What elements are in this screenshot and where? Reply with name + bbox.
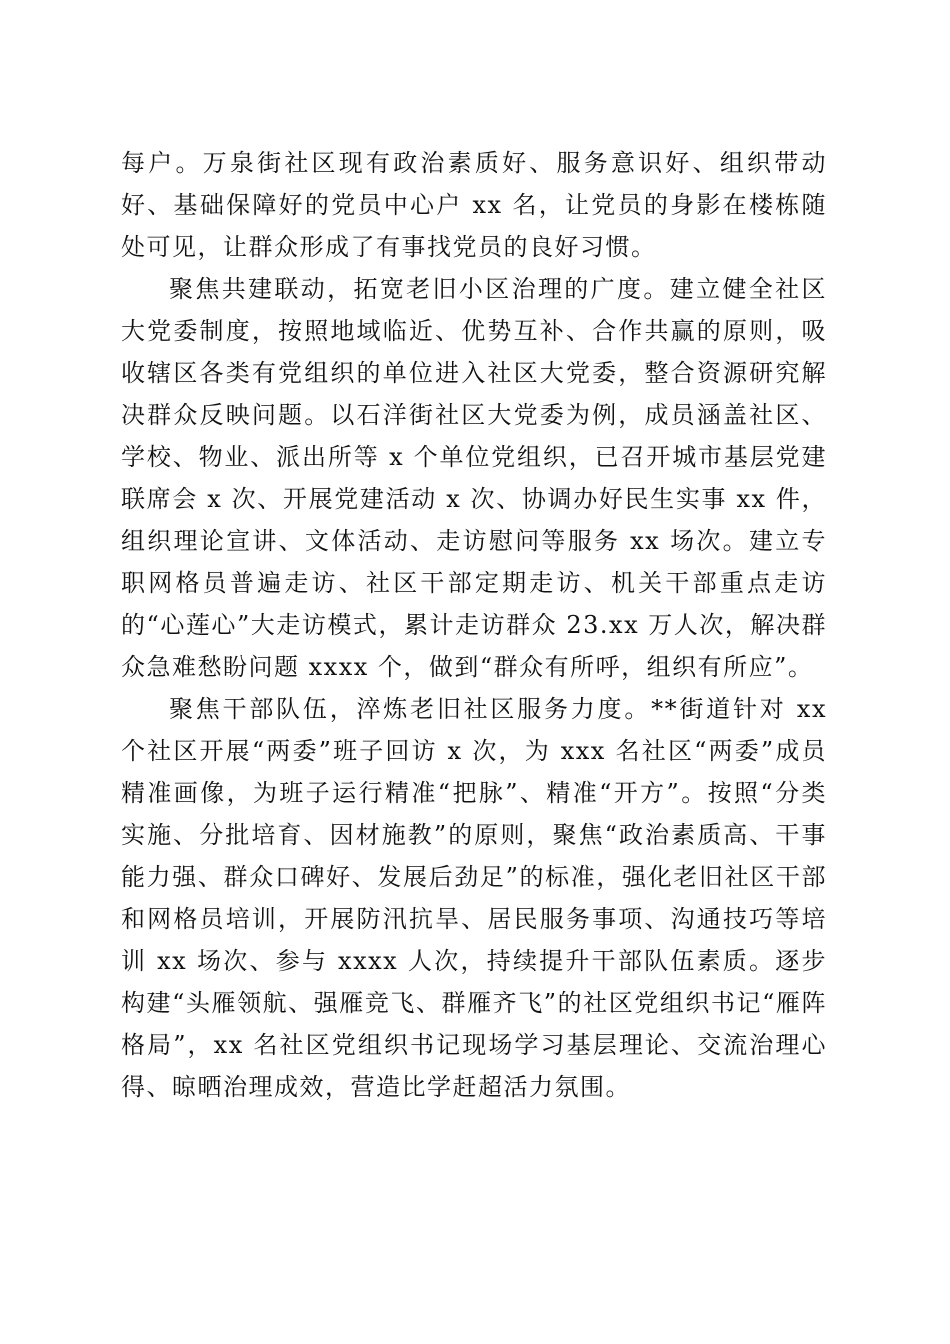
paragraph-1: 每户。万泉街社区现有政治素质好、服务意识好、组织带动好、基础保障好的党员中心户 xx 名，让党员的身影在楼栋随处可见，让群众形成了有事找党员的良好习惯。 bbox=[121, 149, 827, 261]
paragraph-2: 聚焦共建联动，拓宽老旧小区治理的广度。建立健全社区大党委制度，按照地域临近、优势互补、合作共赢的原则，吸收辖区各类有党组织的单位进入社区大党委，整合资源研究解决群众反映问题。以石洋街社区大党委为例，成员涵盖社区、学校、物业、派出所等 x 个单位党组织，已召开城市基层党建联席会 x 次、开展党建活动 x 次、协调办好民生实事 xx 件，组织理论宣讲、文体活动、走访慰问等服务 xx 场次。建立专职网格员普遍走访、社区干部定期走访、机关干部重点走访的“心莲心”大走访模式，累计走访群众 23.xx 万人次，解决群众急难愁盼问题 xxxx 个，做到“群众有所呼，组织有所应”。 bbox=[121, 275, 827, 681]
paragraph-3: 聚焦干部队伍，淬炼老旧社区服务力度。**街道针对 xx 个社区开展“两委”班子回访 x 次，为 xxx 名社区“两委”成员精准画像，为班子运行精准“把脉”、精准“开方”。按照“分类实施、分批培育、因材施教”的原则，聚焦“政治素质高、干事能力强、群众口碑好、发展后劲足”的标准，强化老旧社区干部和网格员培训，开展防汛抗旱、居民服务事项、沟通技巧等培训 xx 场次、参与 xxxx 人次，持续提升干部队伍素质。逐步构建“头雁领航、强雁竞飞、群雁齐飞”的社区党组织书记“雁阵格局”，xx 名社区党组织书记现场学习基层理论、交流治理心得、晾晒治理成效，营造比学赶超活力氛围。 bbox=[121, 695, 827, 1101]
document-body bbox=[121, 142, 827, 1108]
